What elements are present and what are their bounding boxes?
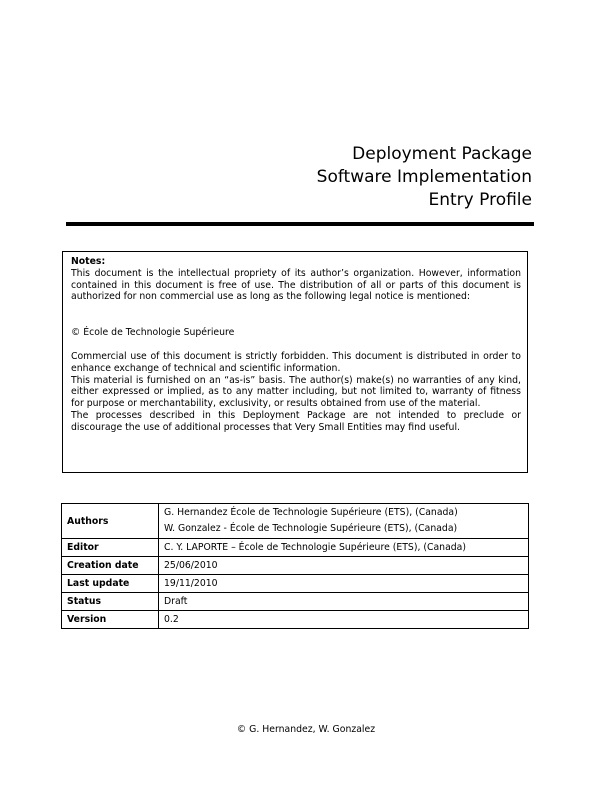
editor-label: Editor bbox=[62, 539, 159, 557]
creation-date-label: Creation date bbox=[62, 557, 159, 575]
title-line-2: Software Implementation bbox=[316, 167, 532, 187]
authors-value bbox=[159, 504, 529, 539]
notes-paragraph-3: This material is furnished on an “as-is” basis. The author(s) make(s) no warranties of any kind, either expressed or implied, as to any matter including, but not limited to, warranty of fitness for purpose or merchantability, exclusivity, or results obtained from use of the material. bbox=[71, 374, 521, 410]
title-line-1: Deployment Package bbox=[352, 144, 532, 164]
document-title bbox=[317, 143, 532, 212]
version-label: Version bbox=[62, 611, 159, 629]
author-2: W. Gonzalez - École de Technologie Supérieure (ETS), (Canada) bbox=[164, 523, 458, 534]
authors-label: Authors bbox=[62, 504, 159, 539]
notes-paragraph-2: Commercial use of this document is strictly forbidden. This document is distributed in order to enhance exchange of technical and scientific information. bbox=[71, 350, 521, 374]
table-row bbox=[62, 539, 529, 557]
legal-notice: © École de Technologie Supérieure bbox=[71, 327, 235, 339]
footer-copyright: © G. Hernandez, W. Gonzalez bbox=[236, 724, 376, 735]
document-info-table bbox=[61, 503, 529, 629]
notes-paragraph-4: The processes described in this Deployment Package are not intended to preclude or discourage the use of additional processes that Very Small Entities may find useful. bbox=[71, 409, 521, 433]
author-1: G. Hernandez École de Technologie Supérieure (ETS), (Canada) bbox=[164, 507, 458, 518]
status-value: Draft bbox=[159, 593, 529, 611]
version-value: 0.2 bbox=[159, 611, 529, 629]
table-row bbox=[62, 611, 529, 629]
title-line-3: Entry Profile bbox=[428, 190, 532, 210]
editor-value: C. Y. LAPORTE – École de Technologie Supérieure (ETS), (Canada) bbox=[159, 539, 529, 557]
table-row bbox=[62, 593, 529, 611]
title-divider bbox=[66, 222, 534, 226]
status-label: Status bbox=[62, 593, 159, 611]
notes-heading: Notes: bbox=[71, 256, 106, 267]
table-row bbox=[62, 575, 529, 593]
table-row bbox=[62, 504, 529, 539]
table-row bbox=[62, 557, 529, 575]
last-update-value: 19/11/2010 bbox=[159, 575, 529, 593]
creation-date-value: 25/06/2010 bbox=[159, 557, 529, 575]
notes-paragraph-1: This document is the intellectual propriety of its author’s organization. However, information contained in this document is free of use. The distribution of all or parts of this document is authorized for non commercial use as long as the following legal notice is mentioned: bbox=[71, 267, 521, 303]
last-update-label: Last update bbox=[62, 575, 159, 593]
notes-box bbox=[62, 251, 528, 473]
